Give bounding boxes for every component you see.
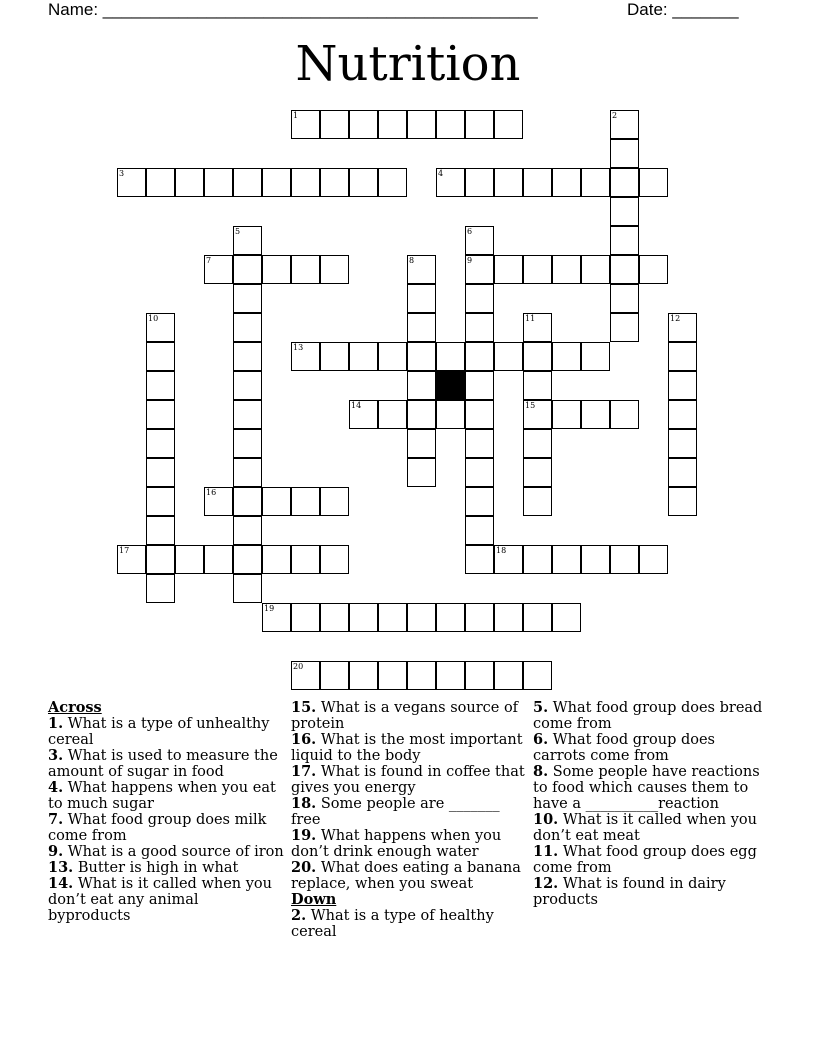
crossword-cell[interactable] [378, 603, 407, 632]
crossword-cell[interactable] [552, 168, 581, 197]
crossword-cell[interactable] [407, 603, 436, 632]
crossword-cell[interactable] [407, 661, 436, 690]
crossword-cell[interactable] [291, 168, 320, 197]
clue-item-text: Butter is high in what [77, 860, 239, 876]
crossword-cell[interactable] [233, 226, 262, 255]
crossword-cell[interactable] [378, 400, 407, 429]
crossword-cell[interactable] [262, 545, 291, 574]
clue-item [291, 828, 527, 860]
crossword-cell[interactable] [146, 400, 175, 429]
crossword-cell[interactable] [552, 342, 581, 371]
clue-item [291, 908, 527, 940]
black-square [436, 371, 465, 400]
clue-item-text: What happens when you eat to much sugar [48, 780, 276, 812]
crossword-cell[interactable] [523, 371, 552, 400]
clue-number: 10 [148, 314, 159, 323]
crossword-cell[interactable] [465, 603, 494, 632]
crossword-cell[interactable] [494, 661, 523, 690]
crossword-cell[interactable] [436, 603, 465, 632]
crossword-cell[interactable] [407, 110, 436, 139]
crossword-cell[interactable] [349, 342, 378, 371]
clue-column-2 [291, 700, 527, 940]
clue-item-number: 15. [291, 699, 317, 716]
crossword-cell[interactable] [436, 110, 465, 139]
crossword-cell[interactable] [581, 168, 610, 197]
crossword-cell[interactable] [262, 487, 291, 516]
crossword-cell[interactable] [465, 487, 494, 516]
crossword-cell[interactable] [465, 545, 494, 574]
clue-number: 12 [670, 314, 681, 323]
clue-item-number: 13. [48, 859, 74, 876]
clue-item-text: What food group does egg come from [533, 844, 757, 876]
crossword-cell[interactable] [436, 661, 465, 690]
crossword-cell[interactable] [320, 487, 349, 516]
crossword-cell[interactable] [320, 342, 349, 371]
crossword-cell[interactable] [552, 400, 581, 429]
clue-item [48, 812, 284, 844]
clue-item [48, 716, 284, 748]
crossword-cell[interactable] [320, 661, 349, 690]
clue-item-text: What is found in dairy products [533, 876, 726, 908]
crossword-cell[interactable] [668, 342, 697, 371]
crossword-cell[interactable] [581, 255, 610, 284]
crossword-cell[interactable] [668, 371, 697, 400]
crossword-cell[interactable] [407, 284, 436, 313]
crossword-cell[interactable] [117, 168, 146, 197]
crossword-cell[interactable] [523, 168, 552, 197]
crossword-cell[interactable] [465, 400, 494, 429]
crossword-cell[interactable] [668, 429, 697, 458]
clue-item-text: What is a type of healthy cereal [291, 908, 494, 940]
clue-number: 5 [235, 227, 241, 236]
crossword-cell[interactable] [465, 458, 494, 487]
clue-item-text: What is it called when you don’t eat any animal byproducts [48, 876, 272, 924]
crossword-cell[interactable] [639, 255, 668, 284]
crossword-cell[interactable] [291, 545, 320, 574]
clue-item [533, 844, 769, 876]
crossword-cell[interactable] [320, 603, 349, 632]
crossword-cell[interactable] [407, 255, 436, 284]
crossword-cell[interactable] [465, 429, 494, 458]
crossword-cell[interactable] [610, 400, 639, 429]
crossword-cell[interactable] [175, 168, 204, 197]
clue-number: 7 [206, 256, 212, 265]
clue-column-1 [48, 700, 284, 924]
crossword-cell[interactable] [552, 255, 581, 284]
crossword-cell[interactable] [146, 458, 175, 487]
clue-item-text: What does eating a banana replace, when you sweat [291, 860, 521, 892]
clue-item-text: What food group does bread come from [533, 700, 763, 732]
clue-item-number: 7. [48, 811, 64, 828]
crossword-cell[interactable] [494, 342, 523, 371]
crossword-cell[interactable] [668, 400, 697, 429]
crossword-cell[interactable] [349, 168, 378, 197]
clue-number: 15 [525, 401, 536, 410]
crossword-cell[interactable] [494, 603, 523, 632]
crossword-cell[interactable] [233, 400, 262, 429]
clue-item-text: What food group does carrots come from [533, 732, 715, 764]
clue-item-text: What is it called when you don’t eat meat [533, 812, 757, 844]
clue-column-3 [533, 700, 769, 908]
clue-item-number: 6. [533, 731, 549, 748]
crossword-cell[interactable] [146, 429, 175, 458]
crossword-cell[interactable] [349, 110, 378, 139]
clue-item-number: 19. [291, 827, 317, 844]
crossword-cell[interactable] [639, 168, 668, 197]
crossword-cell[interactable] [146, 371, 175, 400]
crossword-cell[interactable] [465, 313, 494, 342]
crossword-cell[interactable] [494, 255, 523, 284]
clue-number: 20 [293, 662, 304, 671]
clue-number: 3 [119, 169, 125, 178]
clue-item [533, 812, 769, 844]
crossword-cell[interactable] [291, 255, 320, 284]
crossword-cell[interactable] [523, 458, 552, 487]
clue-number: 14 [351, 401, 362, 410]
crossword-cell[interactable] [233, 342, 262, 371]
crossword-cell[interactable] [291, 110, 320, 139]
crossword-cell[interactable] [378, 342, 407, 371]
clue-item-number: 4. [48, 779, 64, 796]
clue-item [291, 796, 527, 828]
crossword-cell[interactable] [349, 603, 378, 632]
crossword-cell[interactable] [146, 545, 175, 574]
crossword-cell[interactable] [204, 168, 233, 197]
crossword-cell[interactable] [291, 487, 320, 516]
crossword-cell[interactable] [610, 313, 639, 342]
clue-item [48, 780, 284, 812]
crossword-cell[interactable] [233, 284, 262, 313]
crossword-cell[interactable] [436, 168, 465, 197]
section-heading: Down [291, 891, 337, 908]
crossword-cell[interactable] [175, 545, 204, 574]
clue-number: 6 [467, 227, 473, 236]
crossword-cell[interactable] [233, 371, 262, 400]
crossword-cell[interactable] [610, 284, 639, 313]
crossword-cell[interactable] [146, 313, 175, 342]
clue-number: 13 [293, 343, 304, 352]
crossword-cell[interactable] [204, 255, 233, 284]
crossword-cell[interactable] [233, 545, 262, 574]
crossword-cell[interactable] [523, 342, 552, 371]
clue-item-number: 11. [533, 843, 559, 860]
crossword-cell[interactable] [436, 400, 465, 429]
clue-item-number: 10. [533, 811, 559, 828]
crossword-cell[interactable] [581, 545, 610, 574]
clue-item-text: What is a type of unhealthy cereal [48, 716, 270, 748]
clue-item-number: 2. [291, 907, 307, 924]
crossword-cell[interactable] [291, 661, 320, 690]
clue-item-number: 3. [48, 747, 64, 764]
section-heading: Across [48, 699, 102, 716]
crossword-cell[interactable] [581, 400, 610, 429]
clue-item-number: 5. [533, 699, 549, 716]
crossword-cell[interactable] [291, 603, 320, 632]
crossword-cell[interactable] [581, 342, 610, 371]
clue-item-number: 8. [533, 763, 549, 780]
crossword-cell[interactable] [233, 429, 262, 458]
crossword-cell[interactable] [407, 342, 436, 371]
clue-item-number: 18. [291, 795, 317, 812]
crossword-cell[interactable] [407, 313, 436, 342]
crossword-cell[interactable] [523, 603, 552, 632]
crossword-cell[interactable] [146, 487, 175, 516]
clue-item-number: 16. [291, 731, 317, 748]
crossword-cell[interactable] [494, 168, 523, 197]
crossword-cell[interactable] [552, 545, 581, 574]
date-field-label: Date: _______ [627, 0, 739, 19]
clue-item-text: Some people are _______ free [291, 796, 500, 828]
clue-number: 11 [525, 314, 536, 323]
crossword-cell[interactable] [639, 545, 668, 574]
crossword-cell[interactable] [523, 661, 552, 690]
clue-item [48, 844, 284, 860]
crossword-cell[interactable] [233, 168, 262, 197]
crossword-cell[interactable] [668, 458, 697, 487]
clue-item [291, 764, 527, 796]
crossword-cell[interactable] [349, 661, 378, 690]
crossword-cell[interactable] [465, 371, 494, 400]
clue-item-text: What food group does milk come from [48, 812, 267, 844]
crossword-cell[interactable] [204, 487, 233, 516]
crossword-cell[interactable] [233, 458, 262, 487]
page-title: Nutrition [295, 36, 521, 92]
crossword-cell[interactable] [320, 168, 349, 197]
clue-item-number: 12. [533, 875, 559, 892]
crossword-cell[interactable] [117, 545, 146, 574]
crossword-cell[interactable] [233, 487, 262, 516]
crossword-cell[interactable] [523, 487, 552, 516]
clue-number: 16 [206, 488, 217, 497]
crossword-cell[interactable] [610, 197, 639, 226]
crossword-cell[interactable] [146, 516, 175, 545]
crossword-cell[interactable] [465, 516, 494, 545]
clue-number: 9 [467, 256, 473, 265]
crossword-cell[interactable] [349, 400, 378, 429]
crossword-cell[interactable] [523, 400, 552, 429]
crossword-cell[interactable] [436, 342, 465, 371]
clue-item-text: What is the most important liquid to the body [291, 732, 523, 764]
clue-item [48, 748, 284, 780]
clue-number: 2 [612, 111, 618, 120]
clue-item-number: 14. [48, 875, 74, 892]
crossword-cell[interactable] [291, 342, 320, 371]
clue-item [533, 764, 769, 812]
clue-item-number: 20. [291, 859, 317, 876]
crossword-cell[interactable] [668, 487, 697, 516]
crossword-cell[interactable] [378, 110, 407, 139]
clue-item-text: Some people have reactions to food which causes them to have a __________reaction [533, 764, 760, 812]
crossword-cell[interactable] [465, 342, 494, 371]
crossword-cell[interactable] [610, 168, 639, 197]
crossword-cell[interactable] [146, 342, 175, 371]
clue-item [48, 876, 284, 924]
crossword-cell[interactable] [320, 110, 349, 139]
crossword-cell[interactable] [465, 168, 494, 197]
crossword-cell[interactable] [465, 661, 494, 690]
crossword-cell[interactable] [523, 255, 552, 284]
clue-item [291, 700, 527, 732]
clue-item-number: 9. [48, 843, 64, 860]
crossword-cell[interactable] [494, 110, 523, 139]
crossword-cell[interactable] [552, 603, 581, 632]
crossword-cell[interactable] [233, 574, 262, 603]
crossword-cell[interactable] [523, 313, 552, 342]
crossword-cell[interactable] [407, 458, 436, 487]
crossword-cell[interactable] [204, 545, 233, 574]
crossword-cell[interactable] [146, 168, 175, 197]
clue-item-text: What is used to measure the amount of sugar in food [48, 748, 278, 780]
crossword-cell[interactable] [523, 429, 552, 458]
clue-number: 4 [438, 169, 444, 178]
crossword-cell[interactable] [233, 313, 262, 342]
clue-item-number: 1. [48, 715, 64, 732]
clue-item [533, 876, 769, 908]
crossword-cell[interactable] [407, 371, 436, 400]
crossword-cell[interactable] [465, 226, 494, 255]
clue-number: 17 [119, 546, 130, 555]
crossword-cell[interactable] [610, 139, 639, 168]
crossword-cell[interactable] [523, 545, 552, 574]
clue-number: 18 [496, 546, 507, 555]
crossword-cell[interactable] [407, 400, 436, 429]
crossword-cell[interactable] [320, 255, 349, 284]
crossword-cell[interactable] [465, 255, 494, 284]
crossword-cell[interactable] [320, 545, 349, 574]
crossword-cell[interactable] [262, 603, 291, 632]
clue-item-text: What is found in coffee that gives you energy [291, 764, 525, 796]
clue-item-text: What is a good source of iron [67, 844, 284, 860]
clue-number: 1 [293, 111, 299, 120]
clue-number: 19 [264, 604, 275, 613]
crossword-cell[interactable] [610, 545, 639, 574]
clue-item [48, 860, 284, 876]
crossword-cell[interactable] [407, 429, 436, 458]
crossword-cell[interactable] [233, 255, 262, 284]
crossword-cell[interactable] [233, 516, 262, 545]
crossword-cell[interactable] [146, 574, 175, 603]
clue-item [291, 732, 527, 764]
crossword-cell[interactable] [610, 255, 639, 284]
name-field-label: Name: ______________________________________________ [48, 0, 538, 19]
clue-item-text: What is a vegans source of protein [291, 700, 519, 732]
crossword-cell[interactable] [262, 255, 291, 284]
clue-item [291, 860, 527, 892]
clue-item-text: What happens when you don’t drink enough water [291, 828, 502, 860]
crossword-cell[interactable] [465, 110, 494, 139]
crossword-cell[interactable] [610, 226, 639, 255]
crossword-cell[interactable] [378, 168, 407, 197]
crossword-cell[interactable] [668, 313, 697, 342]
crossword-cell[interactable] [465, 284, 494, 313]
clue-item-number: 17. [291, 763, 317, 780]
crossword-cell[interactable] [378, 661, 407, 690]
clue-item [533, 700, 769, 732]
crossword-cell[interactable] [262, 168, 291, 197]
clue-number: 8 [409, 256, 415, 265]
clue-item [533, 732, 769, 764]
crossword-cell[interactable] [494, 545, 523, 574]
crossword-cell[interactable] [610, 110, 639, 139]
